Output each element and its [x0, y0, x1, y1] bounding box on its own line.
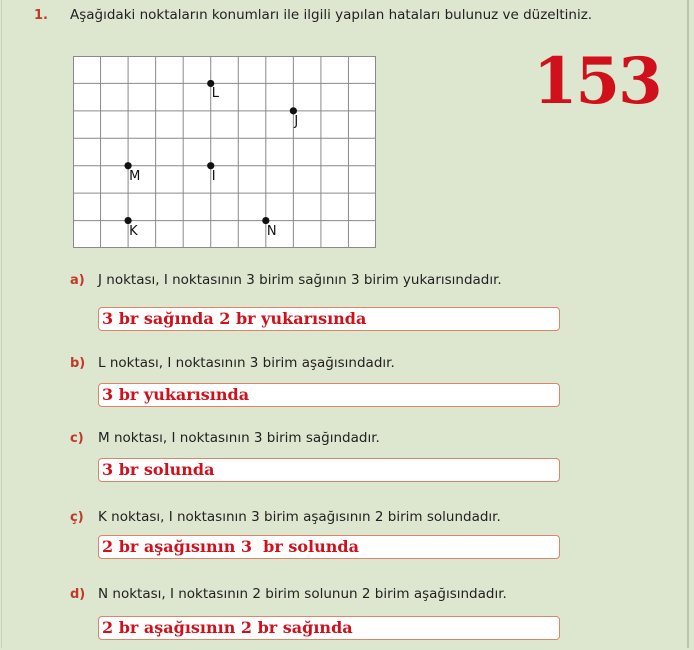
point-label-j: J	[294, 113, 299, 129]
item-cedilla-text: K noktası, I noktasının 3 birim aşağısının 2 birim solundadır.	[98, 509, 501, 525]
item-d-text: N noktası, I noktasının 2 birim solunun 2 birim aşağısındadır.	[98, 586, 507, 602]
point-label-n: N	[266, 223, 277, 239]
item-d-answer-field[interactable]: 2 br aşağısının 2 br sağında	[98, 616, 560, 640]
grid-background	[73, 56, 376, 248]
point-label-l: L	[211, 86, 219, 102]
item-b-label: b)	[70, 356, 86, 371]
page-number: 153	[533, 44, 661, 119]
item-b-answer-field[interactable]: 3 br yukarısında	[98, 383, 560, 407]
item-cedilla-answer-field[interactable]: 2 br aşağısının 3 br solunda	[98, 535, 560, 559]
item-b-text: L noktası, I noktasının 3 birim aşağısındadır.	[98, 355, 395, 371]
item-a-label: a)	[70, 273, 85, 288]
item-a-text: J noktası, I noktasının 3 birim sağının 3 birim yukarısındadır.	[98, 272, 502, 288]
item-d-label: d)	[70, 587, 86, 602]
point-label-m: M	[129, 168, 141, 184]
coordinate-grid	[73, 56, 376, 248]
point-label-k: K	[129, 223, 138, 239]
item-c-text: M noktası, I noktasının 3 birim sağındadır.	[98, 430, 380, 446]
item-c-label: c)	[70, 431, 84, 446]
item-c-answer-field[interactable]: 3 br solunda	[98, 458, 560, 482]
question-text: Aşağıdaki noktaların konumları ile ilgili yapılan hataları bulunuz ve düzeltiniz.	[70, 7, 593, 23]
item-cedilla-label: ç)	[70, 510, 84, 525]
item-a-answer-field[interactable]: 3 br sağında 2 br yukarısında	[98, 307, 560, 331]
question-number: 1.	[34, 8, 48, 23]
point-label-i: I	[211, 168, 216, 184]
